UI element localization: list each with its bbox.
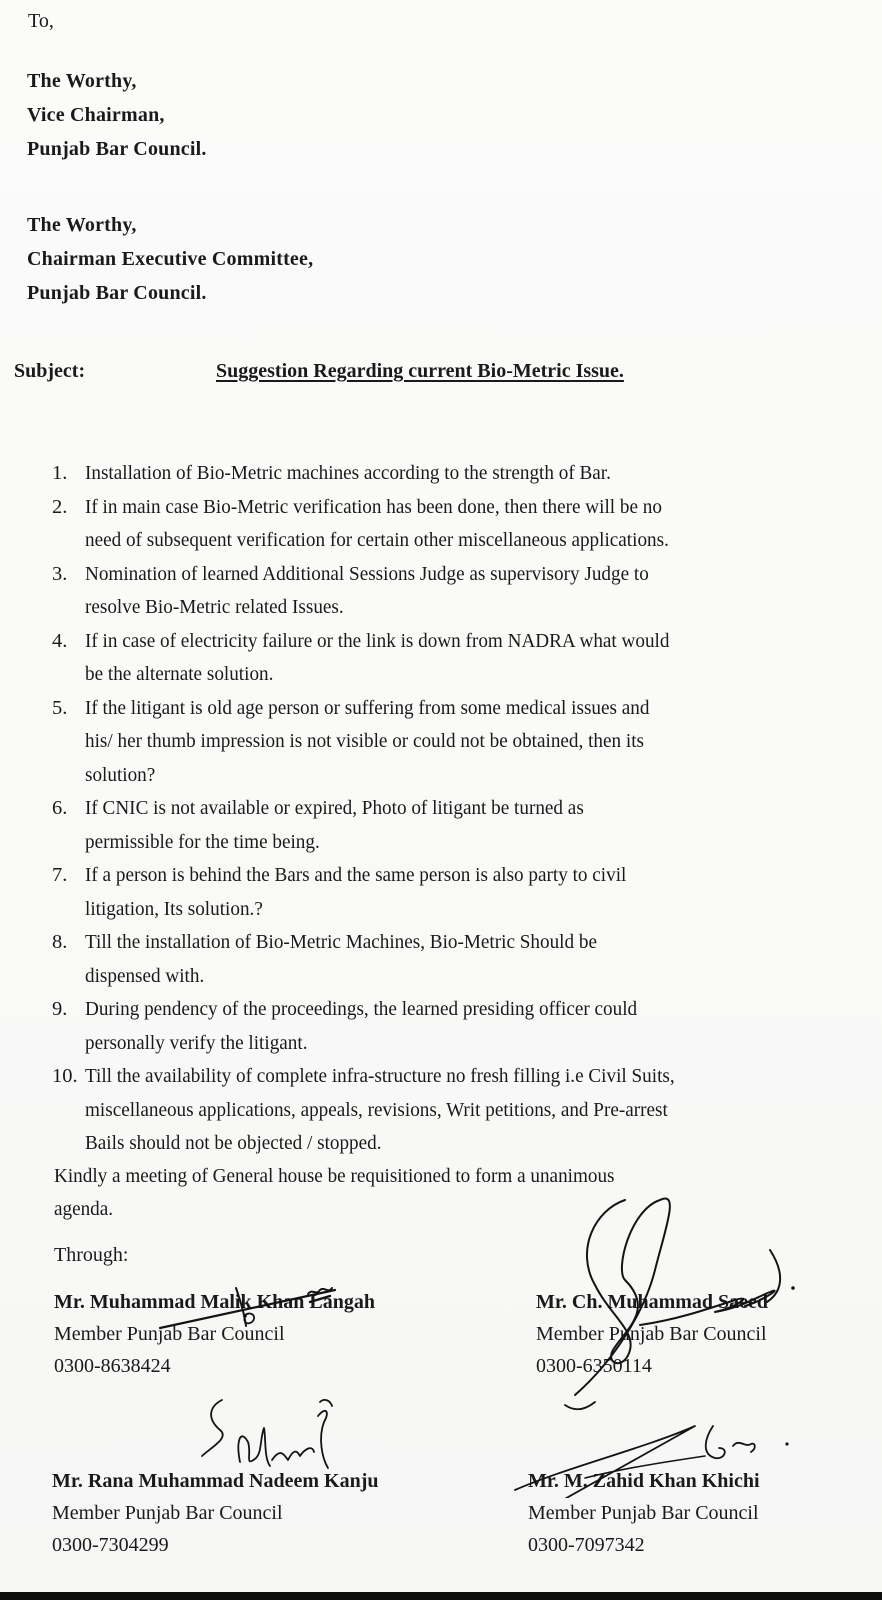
suggestions-list: [0, 457, 882, 1161]
list-item: [0, 625, 855, 692]
item-text: If the litigant is old age person or suffering from some medical issues and: [85, 696, 650, 719]
subject-text: Suggestion Regarding current Bio-Metric Issue.: [216, 360, 624, 382]
item-number: 7.: [52, 864, 68, 886]
signatory-block-kanju: [52, 1465, 379, 1561]
signatory-phone: 0300-6350114: [536, 1355, 652, 1377]
item-text: Installation of Bio-Metric machines according to the strength of Bar.: [85, 462, 611, 484]
list-item: [0, 491, 855, 558]
item-number: 6.: [52, 797, 68, 819]
closing-paragraph: [54, 1160, 653, 1226]
item-text: If in main case Bio-Metric verification has been done, then there will be no: [85, 495, 662, 518]
item-number: 2.: [52, 495, 68, 518]
item-text: permissible for the time being.: [85, 830, 320, 853]
item-text: resolve Bio-Metric related Issues.: [85, 596, 344, 618]
signatory-name: Mr. Muhammad Malik Khan Langah: [54, 1291, 375, 1313]
list-item: [0, 558, 855, 625]
item-number: 1.: [52, 462, 68, 484]
scan-bottom-edge: [0, 1592, 882, 1600]
item-text: If in case of electricity failure or the link is down from NADRA what would: [85, 629, 670, 652]
signatory-phone: 0300-7304299: [52, 1534, 169, 1556]
item-text: Nomination of learned Additional Sessions Judge as supervisory Judge to: [85, 562, 649, 585]
item-text: miscellaneous applications, appeals, revisions, Writ petitions, and Pre-arrest: [85, 1098, 668, 1121]
signatory-name: Mr. Rana Muhammad Nadeem Kanju: [52, 1470, 379, 1492]
item-text: litigation, Its solution.?: [85, 897, 263, 920]
signatory-title: Member Punjab Bar Council: [536, 1323, 767, 1345]
recipient-block-vice-chairman: [27, 64, 207, 166]
signatory-phone: 0300-8638424: [54, 1355, 171, 1377]
list-item: [0, 792, 855, 859]
recipient-line: The Worthy,: [27, 70, 137, 92]
item-text: Till the installation of Bio-Metric Machines, Bio-Metric Should be: [85, 931, 597, 953]
list-item: [0, 859, 855, 926]
signatory-name: Mr. M. Zahid Khan Khichi: [528, 1470, 760, 1492]
signatory-phone: 0300-7097342: [528, 1534, 645, 1556]
recipient-line: Chairman Executive Committee,: [27, 248, 314, 270]
item-text: If CNIC is not available or expired, Photo of litigant be turned as: [85, 797, 584, 819]
item-text: be the alternate solution.: [85, 663, 274, 685]
list-item: [0, 692, 855, 793]
recipient-line: Vice Chairman,: [27, 104, 165, 126]
item-number: 10.: [52, 1065, 78, 1087]
salutation: To,: [28, 10, 54, 32]
item-text: dispensed with.: [85, 964, 205, 987]
item-text: Bails should not be objected / stopped.: [85, 1132, 382, 1154]
item-text: solution?: [85, 763, 156, 786]
signatory-title: Member Punjab Bar Council: [52, 1502, 283, 1524]
signatory-block-langah: [54, 1286, 375, 1382]
signatory-block-saeed: [536, 1286, 768, 1382]
item-text: personally verify the litigant.: [85, 1031, 308, 1054]
item-text: need of subsequent verification for certain other miscellaneous applications.: [85, 529, 669, 551]
item-number: 9.: [52, 998, 68, 1020]
recipient-line: Punjab Bar Council.: [27, 138, 207, 160]
list-item: [0, 926, 855, 993]
list-item: [0, 1060, 855, 1161]
recipient-line: The Worthy,: [27, 214, 137, 236]
item-text: During pendency of the proceedings, the learned presiding officer could: [85, 998, 638, 1020]
item-number: 8.: [52, 931, 68, 953]
recipient-block-chairman-executive: [27, 208, 313, 310]
item-number: 4.: [52, 629, 68, 652]
through-label: Through:: [54, 1244, 129, 1266]
subject-label: Subject:: [14, 360, 86, 382]
item-text: If a person is behind the Bars and the same person is also party to civil: [85, 864, 627, 886]
signatory-title: Member Punjab Bar Council: [528, 1502, 759, 1524]
item-number: 5.: [52, 696, 68, 719]
closing-line: Kindly a meeting of General house be requisitioned to form a unanimous: [54, 1165, 615, 1187]
signatory-title: Member Punjab Bar Council: [54, 1323, 285, 1345]
signatory-block-khichi: [528, 1465, 760, 1561]
item-number: 3.: [52, 562, 68, 585]
signatory-name: Mr. Ch. Muhammad Saeed: [536, 1291, 769, 1313]
list-item: [0, 993, 855, 1060]
item-text: Till the availability of complete infra-structure no fresh filling i.e Civil Suits,: [85, 1065, 675, 1087]
closing-line: agenda.: [54, 1198, 114, 1220]
list-item: [0, 457, 855, 491]
recipient-line: Punjab Bar Council.: [27, 282, 207, 304]
item-text: his/ her thumb impression is not visible or could not be obtained, then its: [85, 730, 644, 752]
